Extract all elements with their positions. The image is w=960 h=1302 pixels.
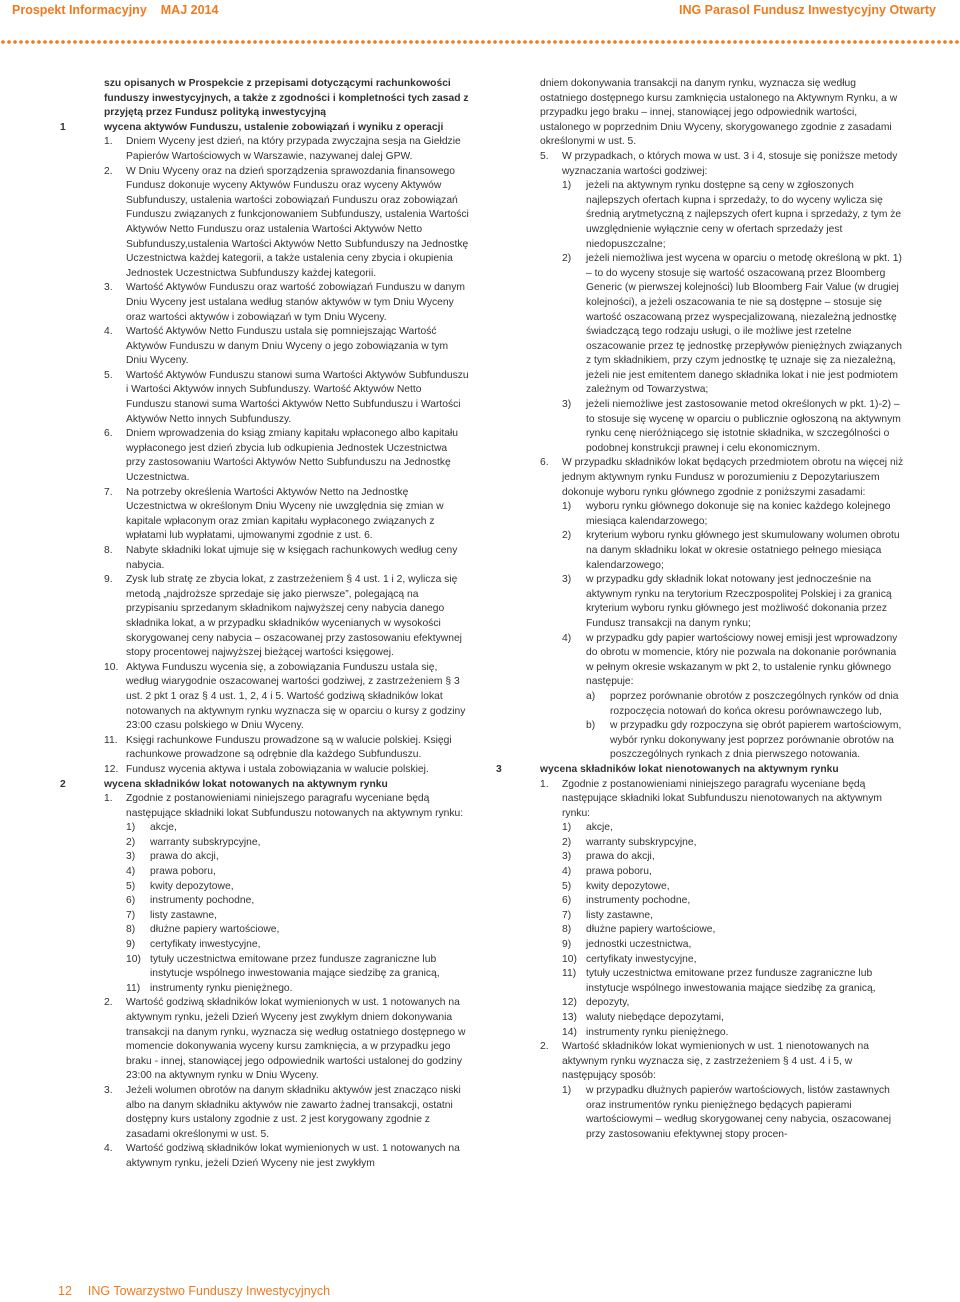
item-text: Wartość Aktywów Funduszu oraz wartość zobowiązań Funduszu w danym Dniu Wyceny jest ustalana według stanów aktywów w tym Dniu Wyceny oraz wartości aktywów i zobowiązań w tym Dniu Wyceny. — [126, 282, 465, 323]
list-item — [104, 281, 469, 325]
right-column — [496, 77, 905, 1142]
header-left — [12, 3, 232, 17]
item-number: 11. — [104, 734, 118, 746]
p6-subsublist — [540, 690, 905, 763]
list-item — [104, 135, 469, 164]
list-item — [540, 1084, 905, 1142]
item-number: 7. — [104, 486, 113, 498]
item-number: 1. — [540, 778, 549, 790]
item-text: instrumenty pochodne, — [150, 895, 255, 907]
item-number: 5. — [104, 369, 113, 381]
item-text: w przypadku gdy składnik lokat notowany jest jednocześnie na aktywnym rynku na terytorium Rzeczpospolitej Polskiej i za granicą kryterium wyboru rynku głównego jest możliwość dokonania przez Fundusz transakcji na danym rynku; — [586, 574, 892, 629]
header-date: MAJ 2014 — [160, 3, 219, 17]
list-item — [104, 544, 469, 573]
footer-company: ING Towarzystwo Funduszy Inwestycyjnych — [87, 1284, 331, 1298]
item-number: 1. — [104, 793, 113, 805]
item-number: 6) — [562, 895, 572, 907]
section-title: wycena składników lokat notowanych na aktywnym rynku — [104, 778, 388, 790]
item-number: 10. — [104, 661, 119, 673]
header-prospekt: Prospekt Informacyjny — [12, 3, 147, 17]
list-item — [540, 179, 905, 252]
list-item — [104, 938, 469, 953]
continued-text: dniem dokonywania transakcji na danym rynku, wyznacza się według ostatniego dostępnego kursu zamknięcia ustalonego na Aktywnym Rynku, a w przypadku jego braku – innej, stanowiącej jego odpowiednik wartości, ustalonego w poprzednim Dniu Wyceny, skorygowanego zgodnie z zasadami określonymi w ust. 5. — [540, 78, 898, 148]
list-item — [104, 763, 469, 778]
item-text: tytuły uczestnictwa emitowane przez fundusze zagraniczne lub instytucje wspólnego inwestowania mające siedzibę za granicą, — [586, 968, 876, 994]
item-text: warranty subskrypcyjne, — [150, 836, 261, 848]
list-item — [540, 500, 905, 529]
item-text: jeżeli niemożliwa jest wycena w oparciu o metodę określoną w pkt. 1) – to do wyceny stosuje się wartość oszacowaną przez Bloomberg Generic (w pierwszej kolejności) lub Bloomberg Fair Value (w drugiej kolejności), a jeżeli oszacowania te nie są dostępne – stosuje się wartość oszacowaną przez wyspecjalizowaną, niezależną jednostkę świadczącą tego rodzaju usługi, o ile możliwe jest rzetelne oszacowanie przez tę jednostkę przepływów pieniężnych związanych z tym składnikiem, przy czym jednostkę tę uznaje się za niezależną, jeżeli nie jest emitentem danego składnika lokat i nie jest podmiotem zależnym od Towarzystwa; — [586, 253, 902, 396]
list-item — [540, 778, 905, 822]
item-number: 3) — [562, 574, 572, 586]
item-number: 4. — [104, 326, 113, 338]
section-number: 2 — [60, 778, 66, 790]
item-text: w przypadku gdy rozpoczyna się obrót papierem wartościowym, wybór rynku dokonywany jest poprzez porównanie obrotów na poszczególnych rynkach z dnia pierwszego notowania. — [610, 720, 902, 761]
list-item — [104, 427, 469, 485]
item-text: warranty subskrypcyjne, — [586, 836, 697, 848]
item-text: waluty niebędące depozytami, — [586, 1012, 724, 1023]
item-text: kwity depozytowe, — [586, 880, 670, 892]
item-text: tytuły uczestnictwa emitowane przez fundusze zagraniczne lub instytucje wspólnego inwestowania mające siedzibę za granicą, — [150, 953, 440, 980]
item-text: w przypadku dłużnych papierów wartościowych, listów zastawnych oraz instrumentów rynku pieniężnego będących papierami wartościowymi – według skorygowanej ceny nabycia, oszacowanej przy zastosowaniu efektywnej stopy procen- — [586, 1084, 892, 1140]
list-item — [104, 369, 469, 427]
item-text: Wartość godziwą składników lokat wymienionych w ust. 1 notowanych na aktywnym rynku, jeżeli Dzień Wyceny nie jest zwykłym — [126, 1143, 460, 1169]
item-number: 1) — [126, 822, 136, 834]
list-item — [104, 821, 469, 836]
item-text: Księgi rachunkowe Funduszu prowadzone są w walucie polskiej. Księgi rachunkowe prowadzone są odrębnie dla każdego Subfunduszu. — [126, 734, 452, 761]
page-header — [0, 0, 960, 22]
section-3 — [496, 763, 905, 778]
item-number: 14) — [562, 1026, 577, 1038]
item-text: Wartość Aktywów Funduszu stanowi suma Wartości Aktywów Subfunduszu i Wartości Aktywów innych Subfunduszy. Wartość Aktywów Netto Funduszu stanowi suma Wartości Aktywów Netto Subfunduszu i Wartości Aktywów Netto innych Subfunduszy. — [126, 369, 469, 425]
item-number: 9. — [104, 574, 113, 586]
item-text: poprzez porównanie obrotów z poszczególnych rynków od dnia rozpoczęcia notowań do końca okresu porównawczego lub, — [610, 690, 899, 717]
item-text: Nabyte składniki lokat ujmuje się w księgach rachunkowych według ceny nabycia. — [126, 545, 458, 571]
item-text: jeżeli niemożliwe jest zastosowanie metod określonych w pkt. 1)-2) – to stosuje się wycenę w oparciu o publicznie ogłoszoną na aktywnym rynku cenę nieróżniącego się istotnie składnika, w szczególności o podobnej konstrukcji prawnej i celu ekonomicznym. — [586, 399, 901, 454]
list-item — [540, 1026, 905, 1041]
list-item — [104, 923, 469, 938]
item-text: W Dniu Wyceny oraz na dzień sporządzenia sprawozdania finansowego Fundusz dokonuje wyceny Aktywów Funduszu oraz wyceny Aktywów Subfunduszy, ustalenia wartości zobowiązań Funduszu oraz zobowiązań Funduszu związanych z funkcjonowaniem Subfunduszy, ustalenia Wartości Aktywów Netto Funduszu oraz ustalenia Wartości Aktywów Netto Subfunduszy,ustalenia Wartości Aktywów Netto Subfunduszy na Jednostkę Uczestnictwa każdej kategorii, a także ustalenia ceny zbycia i okupienia Jednostek Uczestnictwa Subfunduszy każdej kategorii. — [126, 165, 469, 279]
item-text: prawa do akcji, — [586, 851, 655, 863]
list-item — [540, 996, 905, 1011]
item-text: kryterium wyboru rynku głównego jest skumulowany wolumen obrotu na danym składniku lokat w okresie ostatniego pełnego miesiąca kalendarzowego; — [586, 530, 900, 571]
list-item — [104, 880, 469, 895]
list-item — [540, 967, 905, 996]
item-text: Wartość Aktywów Netto Funduszu ustala się pomniejszając Wartość Aktywów Funduszu w danym Dniu Wyceny o jego zobowiązania w tym Dniu Wyceny. — [126, 326, 449, 367]
item-number: 1) — [562, 822, 572, 834]
list-item — [540, 923, 905, 938]
item-text: instrumenty rynku pieniężnego. — [586, 1026, 729, 1038]
item-number: 2) — [562, 530, 572, 542]
list-item — [104, 982, 469, 997]
item-number: 3) — [562, 399, 572, 411]
dotted-separator — [0, 39, 960, 45]
p5-sublist — [540, 179, 905, 456]
item-text: prawa poboru, — [150, 866, 216, 878]
intro-text: szu opisanych w Prospekcie z przepisami dotyczącymi rachunkowości funduszy inwestycyjnych, a także z zgodności i kompletności tych zasad z przyjętą przez Fundusz polityką inwestycyjną — [104, 78, 469, 119]
list-item — [104, 734, 469, 763]
item-text: listy zastawne, — [586, 909, 653, 921]
list-item — [540, 690, 905, 719]
page-number: 12 — [58, 1284, 72, 1298]
list-item — [104, 850, 469, 865]
list-item — [104, 165, 469, 282]
item-text: jeżeli na aktywnym rynku dostępne są ceny w zgłoszonych najlepszych ofertach kupna i sprzedaży, to do wyceny wylicza się średnią arytmetyczną z najlepszych ofert kupna i sprzedaży, z tym że uwzględnienie wyłącznie ceny w ofertach sprzedaży jest niedopuszczalne; — [586, 180, 902, 250]
item-text: jednostki uczestnictwa, — [586, 939, 692, 951]
item-number: 6. — [540, 457, 549, 469]
section-1-items — [104, 135, 469, 777]
item-number: 4) — [126, 866, 136, 878]
list-item — [540, 398, 905, 456]
item-number: 2) — [562, 836, 572, 848]
item-text: depozyty, — [586, 997, 630, 1009]
item-text: certyfikaty inwestycyjne, — [586, 953, 697, 965]
section-3-sublist — [540, 821, 905, 1040]
item-number: 12) — [562, 997, 577, 1009]
list-item — [540, 1011, 905, 1026]
item-text: w przypadku gdy papier wartościowy nowej emisji jest wprowadzony do obrotu w momencie, który nie pozwala na dokonanie porównania w pełnym okresie wskazanym w pkt 2, to ustalenie rynku głównego następuje: — [586, 632, 898, 688]
item-text: W przypadku składników lokat będących przedmiotem obrotu na więcej niż jednym aktywnym rynku Fundusz w porozumieniu z Depozytariuszem dokonuje wyboru rynku głównego zgodnie z poniższymi zasadami: — [562, 457, 904, 498]
item-text: Jeżeli wolumen obrotów na danym składniku aktywów jest znacząco niski albo na danym składniku aktywów nie zawarto żadnej transakcji, ostatni dostępny kurs ustalony zgodnie z ust. 2 jest korygowany zgodnie z zasadami określonymi w ust. 5. — [126, 1084, 461, 1140]
list-item — [104, 486, 469, 544]
item-number: a) — [586, 690, 596, 702]
item-number: 13) — [562, 1012, 577, 1023]
item-number: 4) — [562, 866, 572, 878]
section-number: 3 — [496, 763, 502, 775]
item-number: 10) — [562, 953, 577, 965]
item-text: Wartość składników lokat wymienionych w ust. 1 nienotowanych na aktywnym rynku wyznacza się, z zastrzeżeniem § 4 ust. 4 i 5, w następujący sposób: — [562, 1041, 869, 1082]
item-text: Dniem wprowadzenia do ksiąg zmiany kapitału wpłaconego albo kapitału wypłaconego jest dzień zbycia lub odkupienia Jednostek Uczestnictwa przy zastosowaniu Wartości Aktywów Netto Subfunduszu na Jednostkę Uczestnictwa. — [126, 428, 458, 484]
item-text: prawa poboru, — [586, 866, 652, 878]
item-text: Zgodnie z postanowieniami niniejszego paragrafu wyceniane będą następujące składniki lokat Subfunduszu notowanych na aktywnym rynku: — [126, 793, 464, 819]
item-text: instrumenty rynku pieniężnego. — [150, 982, 293, 994]
item-text: akcje, — [150, 822, 177, 834]
item-number: 12. — [104, 763, 119, 775]
list-item — [540, 529, 905, 573]
item-text: Fundusz wycenia aktywa i ustala zobowiązania w walucie polskiej. — [126, 763, 429, 775]
item-number: 2. — [104, 165, 113, 177]
item-text: Zgodnie z postanowieniami niniejszego paragrafu wyceniane będą następujące składniki lokat Subfunduszu nienotowanych na aktywnym rynku: — [562, 778, 882, 819]
list-item — [104, 1142, 469, 1171]
list-item — [540, 894, 905, 909]
p6-sublist — [540, 500, 905, 690]
list-item — [540, 1040, 905, 1084]
item-number: 3) — [126, 851, 136, 863]
item-text: wyboru rynku głównego dokonuje się na koniec każdego kolejnego miesiąca kalendarzowego; — [586, 501, 891, 527]
item-text: Aktywa Funduszu wycenia się, a zobowiązania Funduszu ustala się, według wiarygodnie oszacowanej wartości godziwej, z zastrzeżeniem § 3 ust. 2 pkt 1 oraz § 4 ust. 1, 2, 4 i 5. Wartość godziwą składników lokat notowanych na aktywnym rynku wyznacza się w oparciu o kursy z godziny 23:00 czasu polskiego w Dniu Wyceny. — [126, 661, 466, 732]
item-text: listy zastawne, — [150, 909, 217, 921]
item-number: 11) — [562, 968, 577, 980]
list-item — [104, 325, 469, 369]
item-number: 7) — [126, 909, 136, 921]
item-number: 1) — [562, 1084, 572, 1096]
item-number: 9) — [562, 939, 572, 951]
item-number: 11) — [126, 982, 141, 994]
list-item — [540, 632, 905, 690]
list-item — [540, 150, 905, 179]
list-item — [540, 456, 905, 500]
item-text: prawa do akcji, — [150, 851, 219, 863]
list-item — [540, 836, 905, 851]
item-number: 4) — [562, 632, 572, 644]
item-number: 4. — [104, 1143, 113, 1155]
section-number: 1 — [60, 121, 66, 133]
section-2-items — [104, 996, 469, 1171]
item-text: dłużne papiery wartościowe, — [150, 924, 280, 936]
item-number: 2) — [562, 253, 572, 265]
section-title: wycena składników lokat nienotowanych na aktywnym rynku — [540, 763, 839, 775]
list-item — [104, 1084, 469, 1142]
list-item — [104, 909, 469, 924]
item-number: 8. — [104, 545, 113, 556]
item-text: Dniem Wyceny jest dzień, na który przypada zwyczajna sesja na Giełdzie Papierów Wartościowych w Warszawie, nazywanej dalej GPW. — [126, 136, 461, 162]
list-item — [104, 792, 469, 821]
item-number: 3. — [104, 1084, 113, 1096]
list-item — [540, 909, 905, 924]
page-footer — [58, 1284, 330, 1298]
list-item — [540, 938, 905, 953]
item-number: 10) — [126, 953, 141, 965]
list-item — [104, 996, 469, 1084]
item-number: 2. — [104, 997, 113, 1009]
list-item — [104, 894, 469, 909]
list-item — [540, 821, 905, 836]
list-item — [104, 953, 469, 982]
list-item — [540, 880, 905, 895]
item-text: certyfikaty inwestycyjne, — [150, 939, 261, 951]
section-2 — [60, 778, 469, 793]
item-number: 3) — [562, 851, 572, 863]
item-number: 5. — [540, 150, 549, 162]
item-number: 1) — [562, 501, 572, 513]
item-number: 1) — [562, 180, 572, 192]
item-number: 2) — [126, 836, 136, 848]
list-item — [540, 865, 905, 880]
item-text: W przypadkach, o których mowa w ust. 3 i 4, stosuje się poniższe metody wyznaczania wartości godziwej: — [562, 150, 898, 177]
section-3-p2-sublist — [540, 1084, 905, 1142]
item-number: 3. — [104, 282, 113, 294]
item-text: kwity depozytowe, — [150, 880, 234, 892]
item-number: 6) — [126, 895, 136, 907]
list-item — [104, 661, 469, 734]
section-2-sublist — [104, 821, 469, 996]
section-title: wycena aktywów Funduszu, ustalenie zobowiązań i wyniku z operacji — [104, 121, 444, 133]
list-item — [104, 573, 469, 661]
item-text: Zysk lub stratę ze zbycia lokat, z zastrzeżeniem § 4 ust. 1 i 2, wylicza się metodą „najdroższe sprzedaje się jako pierwsze”, polegającą na przypisaniu sprzedanym składnikom najwyższej ceny nabycia danego składnika lokat, a w przypadku składników wycenianych w wysokości skorygowanej ceny nabycia – oszacowanej przy zastosowaniu efektywnej stopy procentowej najwyższej bieżącej wartości księgowej. — [126, 574, 462, 659]
section-1 — [60, 121, 469, 136]
list-item — [104, 865, 469, 880]
item-number: 1. — [104, 136, 113, 148]
item-text: akcje, — [586, 822, 613, 834]
item-number: 5) — [126, 880, 136, 892]
list-item — [104, 836, 469, 851]
item-text: Wartość godziwą składników lokat wymienionych w ust. 1 notowanych na aktywnym rynku, jeżeli Dzień Wyceny jest zwykłym dniem dokonywania transakcji na danym rynku, wyznacza się według ostatniego dostępnego w momencie dokonywania wyceny kursu zamknięcia, a w przypadku jego braku - innej, stanowiącej jego odpowiednik wartości ustalonej do godziny 23:00 na aktywnym rynku w Dniu Wyceny. — [126, 997, 466, 1082]
item-number: 5) — [562, 880, 572, 892]
item-text: Na potrzeby określenia Wartości Aktywów Netto na Jednostkę Uczestnictwa w określonym Dniu Wyceny nie uwzględnia się zmian w kapitale wpłaconym oraz zmian kapitału wypłaconego związanych z wpłatami lub wypłatami, ujmowanymi zgodnie z ust. 6. — [126, 486, 444, 542]
header-fund-name: ING Parasol Fundusz Inwestycyjny Otwarty — [678, 3, 936, 17]
item-number: 2. — [540, 1041, 549, 1053]
item-text: instrumenty pochodne, — [586, 895, 691, 907]
list-item — [540, 719, 905, 763]
item-text: dłużne papiery wartościowe, — [586, 924, 716, 936]
item-number: 9) — [126, 939, 136, 951]
item-number: 7) — [562, 909, 572, 921]
list-item — [540, 252, 905, 398]
item-number: 8) — [562, 924, 572, 936]
item-number: b) — [586, 720, 596, 732]
item-number: 6. — [104, 428, 113, 440]
left-column — [60, 77, 469, 1172]
item-number: 8) — [126, 924, 136, 936]
list-item — [540, 953, 905, 968]
list-item — [540, 573, 905, 631]
list-item — [540, 850, 905, 865]
